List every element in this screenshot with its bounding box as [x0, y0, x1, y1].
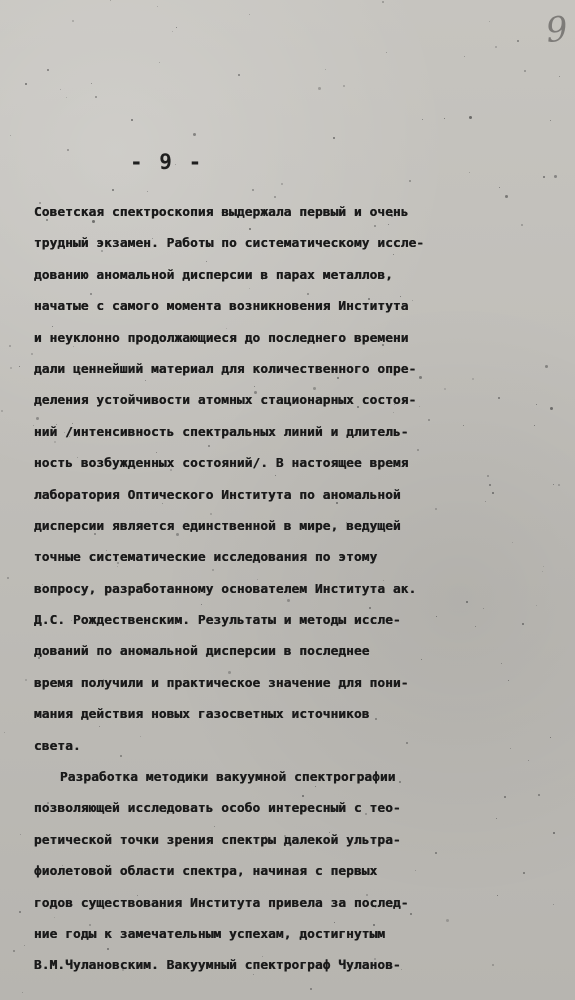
paper-speck [19, 366, 20, 367]
paper-speck [249, 14, 250, 15]
paper-speck [489, 21, 490, 22]
paper-speck [10, 135, 11, 136]
paper-speck [24, 945, 25, 946]
paper-speck [25, 83, 27, 85]
text-line: начатые с самого момента возникновения Института [34, 299, 409, 315]
paper-speck [7, 577, 9, 579]
paper-speck [172, 31, 173, 32]
paper-speck [91, 83, 92, 84]
paper-speck [409, 180, 411, 182]
paper-speck [67, 149, 69, 151]
paper-speck [469, 116, 472, 119]
paper-speck [157, 6, 158, 7]
paper-speck [176, 27, 177, 28]
paper-speck [517, 40, 519, 42]
paper-speck [382, 1, 384, 3]
paper-speck [343, 85, 345, 87]
paper-speck [554, 175, 557, 178]
text-line: лаборатория Оптического Института по аномальной [34, 487, 401, 503]
text-line: и неуклонно продолжающиеся до последнего времени [34, 330, 409, 346]
paper-speck [333, 137, 335, 139]
paper-speck [95, 96, 97, 98]
text-line: Д.С. Рождественским. Результаты и методы иссле- [34, 613, 401, 629]
paper-speck [281, 183, 283, 185]
paper-speck [9, 345, 11, 347]
paper-speck [386, 52, 387, 53]
text-line: Советская спектроскопия выдержала первый и очень [34, 205, 409, 220]
text-line: ность возбужденных состояний/. В настоящее время [34, 456, 409, 472]
paper-speck [559, 76, 560, 77]
text-line: дований по аномальной дисперсии в последнее [34, 644, 370, 660]
paper-speck [558, 484, 560, 486]
paper-speck [310, 988, 312, 990]
text-line: света. [34, 738, 81, 754]
text-line: мания действия новых газосветных источников [34, 707, 370, 723]
paper-speck [72, 20, 74, 22]
paper-speck [524, 70, 526, 72]
paper-speck [147, 191, 148, 192]
text-line: ний /интенсивность спектральных линий и длитель- [34, 424, 409, 440]
paper-speck [25, 679, 27, 681]
paper-speck [464, 56, 465, 57]
text-line: вопросу, разработанному основателем Института ак. [34, 581, 417, 597]
text-line: дованию аномальной дисперсии в парах металлов, [34, 267, 394, 283]
paper-speck [31, 353, 33, 355]
paper-speck [193, 133, 196, 136]
text-line: дисперсии является единственной в мире, ведущей [34, 518, 401, 534]
text-line: В.М.Чулановским. Вакуумный спектрограф Чуланов- [34, 958, 401, 974]
paper-speck [60, 89, 61, 90]
paper-speck [110, 0, 111, 1]
paper-speck [550, 120, 551, 121]
page-number: - 9 - [130, 150, 204, 174]
text-line: фиолетовой области спектра, начиная с первых [34, 864, 378, 880]
paper-speck [444, 118, 445, 119]
text-line: годов существования Института привела за послед- [34, 895, 409, 911]
paper-speck [499, 187, 500, 188]
paper-speck [47, 69, 49, 71]
text-line: ретической точки зрения спектры далекой ультра- [34, 832, 401, 848]
paper-speck [22, 992, 23, 993]
paragraph-start-line: Разработка методики вакуумной спектрографии [60, 770, 396, 786]
paper-speck [469, 172, 470, 173]
paper-speck [20, 834, 21, 835]
text-line: трудный экзамен. Работы по систематическому иссле- [34, 236, 425, 252]
paper-speck [495, 46, 497, 48]
paper-speck [4, 732, 5, 733]
paper-speck [252, 189, 254, 191]
text-line: позволяющей исследовать особо интересный с тео- [34, 801, 401, 817]
text-line: время получили и практическое значение для пони- [34, 675, 409, 691]
paper-speck [66, 97, 67, 98]
paper-speck [422, 119, 423, 120]
paper-speck [1, 410, 3, 412]
document-body [34, 197, 554, 982]
text-line: дали ценнейший материал для количественного опре- [34, 361, 417, 377]
paper-speck [543, 176, 545, 178]
paper-speck [131, 119, 133, 121]
text-line: деления устойчивости атомных стационарных состоя- [34, 393, 417, 409]
paper-speck [325, 69, 326, 70]
text-line: точные систематические исследования по этому [34, 550, 378, 566]
paper-speck [13, 950, 15, 952]
text-line: ние годы к замечательным успехам, достигнутым [34, 926, 386, 942]
paper-speck [159, 62, 160, 63]
paper-speck [238, 74, 240, 76]
paper-speck [112, 189, 114, 191]
handwritten-page-mark: 9 [544, 8, 572, 52]
paper-speck [10, 367, 12, 369]
paper-speck [19, 911, 21, 913]
paper-speck [318, 87, 321, 90]
